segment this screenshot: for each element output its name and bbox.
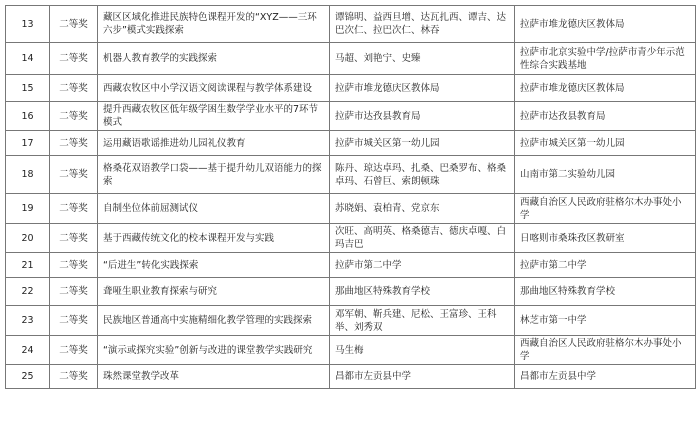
prize-cell: 二等奖 bbox=[50, 102, 98, 131]
number-cell: 16 bbox=[6, 102, 50, 131]
table-row bbox=[6, 365, 696, 389]
number-cell: 24 bbox=[6, 336, 50, 365]
unit-cell: 拉萨市堆龙德庆区教体局 bbox=[515, 6, 696, 43]
title-cell: 运用藏语歌谣推进幼儿园礼仪教育 bbox=[98, 131, 330, 156]
authors-cell: 马生梅 bbox=[330, 336, 515, 365]
number-cell: 13 bbox=[6, 6, 50, 43]
table-row bbox=[6, 306, 696, 336]
authors-cell: 昌都市左贡县中学 bbox=[330, 365, 515, 389]
prize-cell: 二等奖 bbox=[50, 75, 98, 102]
unit-cell: 拉萨市北京实验中学/拉萨市青少年示范性综合实践基地 bbox=[515, 43, 696, 75]
unit-cell: 拉萨市达孜县教育局 bbox=[515, 102, 696, 131]
table-row bbox=[6, 6, 696, 43]
title-cell: 格桑花双语教学口袋——基于提升幼儿双语能力的探索 bbox=[98, 156, 330, 194]
title-cell: “后进生”转化实践探索 bbox=[98, 253, 330, 278]
number-cell: 23 bbox=[6, 306, 50, 336]
prize-cell: 二等奖 bbox=[50, 156, 98, 194]
table-row bbox=[6, 336, 696, 365]
table-row bbox=[6, 253, 696, 278]
authors-cell: 苏晓娟、袁柏青、党京东 bbox=[330, 194, 515, 224]
authors-cell: 马超、刘艳宁、史臻 bbox=[330, 43, 515, 75]
number-cell: 21 bbox=[6, 253, 50, 278]
number-cell: 19 bbox=[6, 194, 50, 224]
title-cell: 机器人教育教学的实践探索 bbox=[98, 43, 330, 75]
table-row bbox=[6, 131, 696, 156]
authors-cell: 拉萨市城关区第一幼儿园 bbox=[330, 131, 515, 156]
number-cell: 14 bbox=[6, 43, 50, 75]
number-cell: 25 bbox=[6, 365, 50, 389]
title-cell: 聋哑生职业教育探索与研究 bbox=[98, 278, 330, 306]
prize-cell: 二等奖 bbox=[50, 43, 98, 75]
title-cell: 藏区区域化推进民族特色课程开发的“XYZ——三环六步”模式实践探索 bbox=[98, 6, 330, 43]
unit-cell: 林芝市第一中学 bbox=[515, 306, 696, 336]
unit-cell: 日喀则市桑珠孜区教研室 bbox=[515, 224, 696, 253]
prize-cell: 二等奖 bbox=[50, 131, 98, 156]
authors-cell: 那曲地区特殊教育学校 bbox=[330, 278, 515, 306]
unit-cell: 西藏自治区人民政府驻格尔木办事处小学 bbox=[515, 194, 696, 224]
unit-cell: 拉萨市堆龙德庆区教体局 bbox=[515, 75, 696, 102]
unit-cell: 西藏自治区人民政府驻格尔木办事处小学 bbox=[515, 336, 696, 365]
authors-cell: 拉萨市达孜县教育局 bbox=[330, 102, 515, 131]
prize-cell: 二等奖 bbox=[50, 278, 98, 306]
unit-cell: 拉萨市第二中学 bbox=[515, 253, 696, 278]
number-cell: 20 bbox=[6, 224, 50, 253]
prize-cell: 二等奖 bbox=[50, 306, 98, 336]
authors-cell: 谭锦明、益西旦增、达瓦扎西、谭吉、达巴次仁、拉巴次仁、林吞 bbox=[330, 6, 515, 43]
authors-cell: 陈丹、琼达卓玛、扎桑、巴桑罗布、格桑卓玛、石曾巨、索朗顿珠 bbox=[330, 156, 515, 194]
table-row bbox=[6, 156, 696, 194]
title-cell: 基于西藏传统文化的校本课程开发与实践 bbox=[98, 224, 330, 253]
number-cell: 17 bbox=[6, 131, 50, 156]
authors-cell: 拉萨市第二中学 bbox=[330, 253, 515, 278]
table-row bbox=[6, 102, 696, 131]
unit-cell: 拉萨市城关区第一幼儿园 bbox=[515, 131, 696, 156]
table-row bbox=[6, 75, 696, 102]
unit-cell: 那曲地区特殊教育学校 bbox=[515, 278, 696, 306]
number-cell: 15 bbox=[6, 75, 50, 102]
title-cell: 西藏农牧区中小学汉语文阅读课程与教学体系建设 bbox=[98, 75, 330, 102]
prize-cell: 二等奖 bbox=[50, 253, 98, 278]
title-cell: 自制坐位体前屈测试仪 bbox=[98, 194, 330, 224]
title-cell: 珠然课堂教学改革 bbox=[98, 365, 330, 389]
table-row bbox=[6, 224, 696, 253]
title-cell: 民族地区普通高中实施精细化教学管理的实践探索 bbox=[98, 306, 330, 336]
authors-cell: 次旺、高明英、格桑德吉、德庆卓嘎、白玛吉巴 bbox=[330, 224, 515, 253]
number-cell: 22 bbox=[6, 278, 50, 306]
prize-cell: 二等奖 bbox=[50, 336, 98, 365]
unit-cell: 昌都市左贡县中学 bbox=[515, 365, 696, 389]
awards-table-body bbox=[6, 6, 696, 389]
awards-table bbox=[5, 5, 696, 389]
table-row bbox=[6, 194, 696, 224]
title-cell: “演示或探究实验”创新与改进的课堂教学实践研究 bbox=[98, 336, 330, 365]
title-cell: 提升西藏农牧区低年级学困生数学学业水平的7环节模式 bbox=[98, 102, 330, 131]
authors-cell: 邓军朝、靳兵建、尼松、王富珍、王科举、刘秀双 bbox=[330, 306, 515, 336]
unit-cell: 山南市第二实验幼儿园 bbox=[515, 156, 696, 194]
prize-cell: 二等奖 bbox=[50, 224, 98, 253]
prize-cell: 二等奖 bbox=[50, 6, 98, 43]
prize-cell: 二等奖 bbox=[50, 365, 98, 389]
authors-cell: 拉萨市堆龙德庆区教体局 bbox=[330, 75, 515, 102]
prize-cell: 二等奖 bbox=[50, 194, 98, 224]
number-cell: 18 bbox=[6, 156, 50, 194]
table-row bbox=[6, 278, 696, 306]
table-row bbox=[6, 43, 696, 75]
